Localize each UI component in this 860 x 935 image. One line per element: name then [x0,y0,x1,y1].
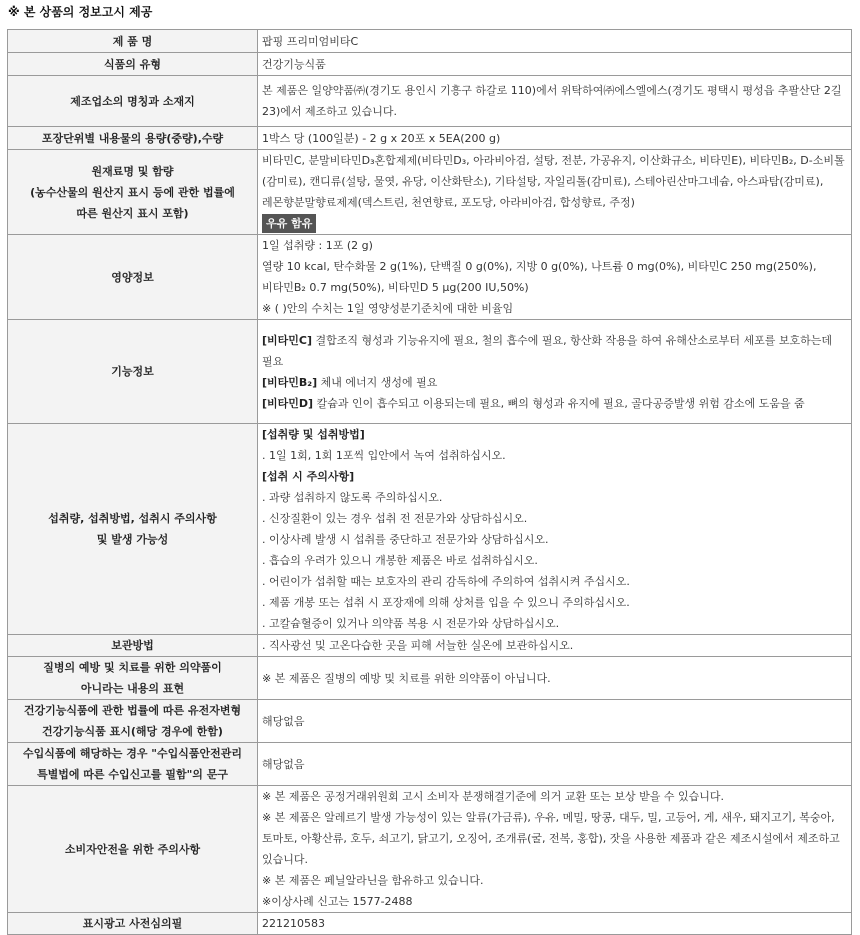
label-not-medicine-line: 질병의 예방 및 치료를 위한 의약품이 [43,661,222,674]
value-nutrition [258,235,852,320]
function-head: [비타민D] [262,396,314,410]
row-food-type [8,53,852,76]
allergen-badge: 우유 함유 [262,214,316,233]
intake-caution-head: [섭취 시 주의사항] [262,470,355,483]
label-ingredients-line: 따른 원산지 표시 포함) [76,206,189,220]
label-intake-line: 섭취량, 섭취방법, 섭취시 주의사항 [48,512,217,525]
row-nutrition [8,235,852,320]
value-import: 해당없음 [258,743,852,786]
row-product-name [8,30,852,53]
label-food-type: 식품의 유형 [8,53,258,76]
row-capacity [8,127,852,150]
row-gmo [8,700,852,743]
row-function [8,320,852,424]
value-consumer-safety [258,786,852,913]
value-storage: . 직사광선 및 고온다습한 곳을 피해 서늘한 실온에 보관하십시오. [258,635,852,657]
consumer-line: ※ 본 제품은 공정거래위원회 고시 소비자 분쟁해결기준에 의거 교환 또는 보상 받을 수 있습니다. [262,790,724,803]
label-storage: 보관방법 [8,635,258,657]
function-text: 결합조직 형성과 기능유지에 필요, 철의 흡수에 필요, 항산화 작용을 하여 유해산소로부터 세포를 보호하는데 필요 [262,333,833,368]
intake-caution-item: . 어린이가 섭취할 때는 보호자의 관리 감독하에 주의하여 섭취시켜 주십시오. [262,575,630,588]
label-intake-line: 및 발생 가능성 [96,533,169,546]
label-capacity: 포장단위별 내용물의 용량(중량),수량 [8,127,258,150]
function-text: 칼슘과 인이 흡수되고 이용되는데 필요, 뼈의 형성과 유지에 필요, 골다공증발생 위험 감소에 도움을 줌 [313,396,805,410]
label-manufacturer: 제조업소의 명칭과 소재지 [8,76,258,127]
label-ingredients-line: 원재료명 및 함량 [91,164,174,178]
label-product-name: 제 품 명 [8,30,258,53]
label-not-medicine-line: 아니라는 내용의 표현 [80,682,185,695]
label-gmo [8,700,258,743]
intake-caution-item: . 고칼슘혈증이 있거나 의약품 복용 시 전문가와 상담하십시오. [262,617,560,630]
value-ingredients [258,150,852,235]
row-ad-review [8,913,852,935]
value-food-type: 건강기능식품 [258,53,852,76]
label-ingredients-line: (농수산물의 원산지 표시 등에 관한 법률에 [30,185,235,199]
value-not-medicine: ※ 본 제품은 질병의 예방 및 치료를 위한 의약품이 아닙니다. [258,657,852,700]
value-manufacturer: 본 제품은 일양약품㈜(경기도 용인시 기흥구 하갈로 110)에서 위탁하여㈜에스엘에스(경기도 평택시 평성읍 추팔산단 2길 23)에서 제조하고 있습니다. [258,76,852,127]
row-not-medicine [8,657,852,700]
row-import [8,743,852,786]
intake-caution-item: . 이상사례 발생 시 섭취를 중단하고 전문가와 상담하십시오. [262,533,549,546]
function-item [262,372,847,393]
intake-caution-item: . 신장질환이 있는 경우 섭취 전 전문가와 상담하십시오. [262,512,528,525]
row-manufacturer [8,76,852,127]
value-capacity: 1박스 당 (100일분) - 2 g x 20포 x 5EA(200 g) [258,127,852,150]
nutrition-line: 열량 10 kcal, 탄수화물 2 g(1%), 단백질 0 g(0%), 지방 0 g(0%), 나트륨 0 mg(0%), 비타민C 250 mg(250%), 비타민B₂ 0.7 mg(50%), 비타민D 5 μg(200 IU,50%) [262,260,817,294]
function-item [262,330,847,372]
consumer-line: ※ 본 제품은 알레르기 발생 가능성이 있는 알류(가금류), 우유, 메밀, 땅콩, 대두, 밀, 고등어, 게, 새우, 돼지고기, 복숭아, 토마토, 아황산류, 호두, 쇠고기, 닭고기, 오징어, 조개류(굴, 전복, 홍합), 잣을 사용한 제품과 같은 제조시설에서 제조하고 있습니다. [262,811,840,866]
function-text: 체내 에너지 생성에 필요 [317,375,438,389]
notice-title: ※ 본 상품의 정보고시 제공 [8,5,153,19]
value-gmo: 해당없음 [258,700,852,743]
function-head: [비타민B₂] [262,375,318,389]
value-function [258,320,852,424]
intake-method-head: [섭취량 및 섭취방법] [262,428,365,441]
label-intake [8,424,258,635]
intake-method: . 1일 1회, 1회 1포씩 입안에서 녹여 섭취하십시오. [262,449,506,462]
label-ad-review: 표시광고 사전심의필 [8,913,258,935]
consumer-line: ※이상사례 신고는 1577-2488 [262,895,413,908]
row-intake [8,424,852,635]
label-function: 기능정보 [8,320,258,424]
function-item [262,393,847,414]
function-head: [비타민C] [262,333,313,347]
label-gmo-line: 건강기능식품 표시(해당 경우에 한함) [42,725,223,738]
label-import-line: 수입식품에 해당하는 경우 "수입식품안전관리 [22,747,243,760]
consumer-line: ※ 본 제품은 페닐알라닌을 함유하고 있습니다. [262,874,484,887]
label-nutrition: 영양정보 [8,235,258,320]
value-product-name: 팝핑 프리미엄비타C [258,30,852,53]
row-storage [8,635,852,657]
label-ingredients [8,150,258,235]
value-ad-review: 221210583 [258,913,852,935]
intake-caution-item: . 흡습의 우려가 있으니 개봉한 제품은 바로 섭취하십시오. [262,554,538,567]
nutrition-line: ※ ( )안의 수치는 1일 영양성분기준치에 대한 비율임 [262,302,514,315]
label-import [8,743,258,786]
row-ingredients [8,150,852,235]
ingredients-text: 비타민C, 분말비타민D₃혼합제제(비타민D₃, 아라비아검, 설탕, 전분, 가공유지, 이산화규소, 비타민E), 비타민B₂, D-소비톨(감미료), 캔디류(설탕, 물엿, 유당, 이산화탄소), 기타설탕, 자일리톨(감미료), 스테아린산마그네슘, 아스파탐(감미료), 레몬향분말향료제제(덱스트린, 천연향료, 포도당, 아라비아검, 합성향료, 주정) [262,154,845,209]
label-gmo-line: 건강기능식품에 관한 법률에 따른 유전자변형 [23,704,242,717]
label-not-medicine [8,657,258,700]
intake-caution-item: . 제품 개봉 또는 섭취 시 포장재에 의해 상처를 입을 수 있으니 주의하십시오. [262,596,630,609]
row-consumer-safety [8,786,852,913]
nutrition-line: 1일 섭취량 : 1포 (2 g) [262,239,373,252]
label-consumer-safety: 소비자안전을 위한 주의사항 [8,786,258,913]
intake-caution-item: . 과량 섭취하지 않도록 주의하십시오. [262,491,443,504]
value-intake [258,424,852,635]
label-import-line: 특별법에 따른 수입신고를 필함"의 문구 [36,768,229,781]
product-info-table [7,29,852,935]
